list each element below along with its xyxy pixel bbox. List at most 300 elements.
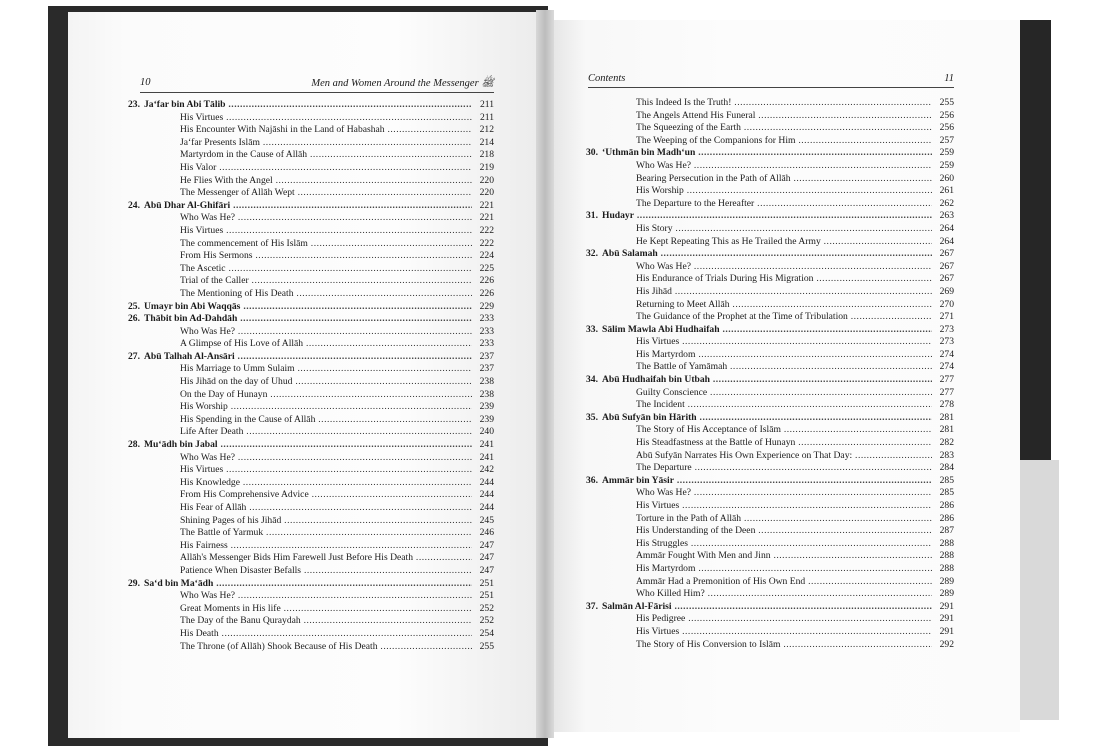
toc-subentry: [128, 414, 494, 427]
toc-page-number: 220: [479, 174, 494, 186]
toc-page-number: 237: [479, 350, 494, 362]
toc-entry-label: Patience When Disaster Befalls: [180, 564, 302, 576]
toc-page-number: 284: [939, 462, 954, 474]
toc-page-number: 229: [479, 300, 494, 312]
toc-page-number: 288: [939, 562, 954, 574]
toc-entry-title: [180, 590, 472, 603]
toc-entry-title: [180, 628, 472, 641]
toc-page-number: 251: [479, 577, 494, 589]
toc-subentry: [128, 603, 494, 616]
toc-page-number: 281: [939, 424, 954, 436]
toc-entry-title: [636, 576, 932, 589]
toc-entry-label: Great Moments in His life: [180, 602, 281, 614]
right-page-header: [588, 73, 954, 87]
toc-page-number: 262: [939, 197, 954, 209]
toc-chapter-entry: [128, 99, 494, 112]
toc-subentry: [128, 175, 494, 188]
toc-entry-label: The Mentioning of His Death: [180, 287, 294, 299]
toc-subentry: [586, 462, 954, 475]
toc-subentry: [586, 626, 954, 639]
toc-subentry: [586, 97, 954, 110]
toc-page-number: 273: [939, 336, 954, 348]
toc-entry-title: [180, 275, 472, 288]
toc-subentry: [128, 124, 494, 137]
toc-entry-label: ‘Uthmān bin Madh‘un: [602, 147, 696, 159]
toc-entry-title: [636, 236, 932, 249]
toc-page-number: 244: [479, 476, 494, 488]
toc-subentry: [128, 452, 494, 465]
toc-page-number: 247: [479, 552, 494, 564]
toc-chapter-number: 34.: [586, 374, 598, 386]
toc-subentry: [586, 110, 954, 123]
toc-entry-title: [636, 387, 932, 400]
toc-subentry: [128, 288, 494, 301]
toc-subentry: [586, 450, 954, 463]
toc-entry-title: [180, 414, 472, 427]
toc-page-number: 278: [939, 399, 954, 411]
toc-subentry: [128, 426, 494, 439]
toc-page-number: 233: [479, 313, 494, 325]
toc-page-number: 271: [939, 311, 954, 323]
toc-page-number: 240: [479, 426, 494, 438]
toc-entry-title: [180, 389, 472, 402]
toc-chapter-entry: [586, 324, 954, 337]
toc-page-number: 244: [479, 489, 494, 501]
toc-entry-label: Shining Pages of his Jihād: [180, 514, 282, 526]
toc-chapter-number: 26.: [128, 313, 140, 325]
toc-entry-title: [180, 464, 472, 477]
toc-page-number: 220: [479, 187, 494, 199]
toc-entry-title: [636, 97, 932, 110]
toc-entry-title: [586, 147, 932, 160]
toc-page-number: 239: [479, 401, 494, 413]
right-toc-list: [586, 97, 954, 651]
toc-page-number: 286: [939, 512, 954, 524]
toc-subentry: [586, 437, 954, 450]
toc-entry-label: Returning to Meet Allāh: [636, 298, 730, 310]
toc-page-number: 260: [939, 172, 954, 184]
toc-page-number: 221: [479, 212, 494, 224]
toc-chapter-entry: [128, 578, 494, 591]
toc-entry-title: [636, 286, 932, 299]
toc-chapter-entry: [128, 313, 494, 326]
toc-entry-label: Trial of the Caller: [180, 275, 249, 287]
toc-entry-title: [180, 187, 472, 200]
toc-page-number: 237: [479, 363, 494, 375]
toc-page-number: 289: [939, 588, 954, 600]
toc-entry-title: [180, 489, 472, 502]
toc-entry-title: [128, 99, 472, 112]
toc-subentry: [128, 275, 494, 288]
toc-page-number: 241: [479, 451, 494, 463]
toc-subentry: [128, 149, 494, 162]
left-running-title: Men and Women Around the Messenger ﷺ: [311, 78, 494, 89]
toc-entry-title: [636, 462, 932, 475]
toc-entry-title: [180, 263, 472, 276]
toc-entry-title: [128, 301, 472, 314]
toc-entry-title: [636, 450, 932, 463]
toc-page-number: 247: [479, 564, 494, 576]
toc-chapter-entry: [586, 374, 954, 387]
toc-chapter-entry: [586, 412, 954, 425]
toc-page-number: 245: [479, 514, 494, 526]
toc-page-number: 288: [939, 537, 954, 549]
toc-chapter-entry: [128, 200, 494, 213]
left-page-number: 10: [140, 77, 151, 88]
toc-entry-title: [636, 437, 932, 450]
toc-page-number: 287: [939, 525, 954, 537]
toc-entry-title: [180, 540, 472, 553]
toc-entry-label: A Glimpse of His Love of Allāh: [180, 338, 304, 350]
toc-entry-label: His Spending in the Cause of Allāh: [180, 413, 316, 425]
toc-page-number: 274: [939, 361, 954, 373]
toc-page-number: 247: [479, 539, 494, 551]
toc-entry-title: [636, 311, 932, 324]
toc-subentry: [128, 363, 494, 376]
toc-entry-title: [180, 338, 472, 351]
toc-chapter-entry: [128, 439, 494, 452]
toc-entry-title: [636, 349, 932, 362]
toc-page-number: 288: [939, 550, 954, 562]
toc-page-number: 277: [939, 386, 954, 398]
toc-chapter-number: 27.: [128, 350, 140, 362]
toc-entry-label: His Jihād: [636, 285, 672, 297]
toc-page-number: 244: [479, 502, 494, 513]
toc-entry-label: Who Was He?: [180, 451, 235, 463]
toc-subentry: [128, 326, 494, 339]
toc-subentry: [586, 361, 954, 374]
toc-page-number: 291: [939, 600, 954, 612]
toc-entry-title: [180, 124, 472, 137]
toc-entry-label: Who Killed Him?: [636, 588, 705, 600]
toc-entry-title: [180, 326, 472, 339]
toc-entry-label: Ja‘far Presents Islām: [180, 136, 260, 148]
toc-entry-title: [636, 550, 932, 563]
toc-page-number: 254: [479, 627, 494, 639]
toc-subentry: [586, 387, 954, 400]
toc-entry-title: [636, 525, 932, 538]
toc-page-number: 256: [939, 109, 954, 121]
toc-page-number: 267: [939, 260, 954, 272]
toc-entry-label: Abū Salamah: [602, 248, 658, 260]
toc-entry-label: Bearing Persecution in the Path of Allāh: [636, 172, 791, 184]
toc-chapter-number: 24.: [128, 199, 140, 211]
toc-entry-title: [636, 500, 932, 513]
toc-entry-label: His Story: [636, 222, 673, 234]
toc-entry-title: [180, 376, 472, 389]
toc-subentry: [586, 550, 954, 563]
toc-subentry: [128, 641, 494, 654]
toc-subentry: [586, 349, 954, 362]
toc-subentry: [128, 615, 494, 628]
toc-entry-label: Who Was He?: [180, 325, 235, 337]
toc-entry-title: [128, 578, 472, 591]
toc-page-number: 222: [479, 237, 494, 249]
toc-entry-title: [180, 162, 472, 175]
toc-page-number: 261: [939, 185, 954, 197]
toc-page-number: 289: [939, 575, 954, 587]
toc-entry-title: [636, 273, 932, 286]
toc-entry-label: His Virtues: [180, 224, 224, 236]
toc-subentry: [128, 338, 494, 351]
toc-entry-title: [180, 401, 472, 414]
toc-page-number: 242: [479, 464, 494, 476]
toc-entry-label: From His Sermons: [180, 250, 253, 262]
toc-page-number: 264: [939, 222, 954, 234]
toc-entry-label: This Indeed Is the Truth!: [636, 97, 732, 108]
toc-entry-title: [636, 588, 932, 601]
toc-entry-title: [180, 565, 472, 578]
toc-entry-label: The Departure: [636, 462, 692, 474]
toc-subentry: [128, 112, 494, 125]
toc-page-number: 246: [479, 527, 494, 539]
toc-subentry: [586, 273, 954, 286]
toc-entry-label: Life After Death: [180, 426, 244, 438]
toc-page-number: 264: [939, 235, 954, 247]
toc-subentry: [586, 500, 954, 513]
toc-entry-label: His Virtues: [636, 500, 680, 511]
toc-entry-title: [636, 173, 932, 186]
toc-entry-label: Ammār Fought With Men and Jinn: [636, 550, 771, 562]
toc-subentry: [586, 613, 954, 626]
toc-entry-label: His Martyrdom: [636, 562, 696, 574]
right-header-rule: [588, 87, 954, 88]
toc-page-number: 286: [939, 500, 954, 511]
toc-subentry: [586, 639, 954, 652]
left-header-rule: [140, 92, 494, 93]
toc-page-number: 233: [479, 325, 494, 337]
toc-entry-label: The Battle of Yarmuk: [180, 527, 264, 539]
toc-entry-label: On the Day of Hunayn: [180, 388, 268, 400]
toc-entry-title: [636, 198, 932, 211]
toc-page-number: 267: [939, 273, 954, 285]
toc-chapter-number: 28.: [128, 439, 140, 451]
toc-entry-label: His Struggles: [636, 537, 688, 549]
toc-entry-title: [180, 137, 472, 150]
toc-entry-label: The commencement of His Islām: [180, 237, 308, 249]
toc-entry-label: Torture in the Path of Allāh: [636, 512, 742, 524]
toc-entry-label: His Virtues: [180, 464, 224, 476]
toc-page-number: 214: [479, 136, 494, 148]
toc-entry-title: [180, 615, 472, 628]
toc-page-number: 256: [939, 122, 954, 134]
toc-entry-label: Abū Hudhaifah bin Utbah: [602, 374, 710, 386]
toc-page-number: 238: [479, 388, 494, 400]
toc-entry-label: His Martyrdom: [636, 348, 696, 360]
toc-subentry: [128, 162, 494, 175]
toc-entry-label: He Flies With the Angel: [180, 174, 273, 186]
toc-entry-title: [180, 238, 472, 251]
toc-entry-title: [180, 641, 472, 654]
toc-chapter-number: 25.: [128, 300, 140, 312]
toc-entry-label: He Kept Repeating This as He Trailed the Army: [636, 235, 821, 247]
toc-entry-title: [180, 288, 472, 301]
toc-entry-label: From His Comprehensive Advice: [180, 489, 309, 501]
toc-entry-label: Who Was He?: [636, 487, 691, 499]
toc-subentry: [586, 538, 954, 551]
left-toc-list: [128, 99, 494, 653]
toc-subentry: [128, 250, 494, 263]
toc-entry-label: His Valor: [180, 161, 217, 173]
toc-entry-title: [180, 225, 472, 238]
toc-entry-label: His Virtues: [180, 111, 224, 123]
toc-entry-label: Abū Dhar Al-Ghifāri: [144, 199, 231, 211]
toc-entry-label: The Guidance of the Prophet at the Time of Tribulation: [636, 311, 848, 323]
toc-entry-title: [636, 513, 932, 526]
toc-page-number: 292: [939, 638, 954, 650]
toc-page-number: 225: [479, 262, 494, 274]
toc-entry-title: [586, 324, 932, 337]
toc-subentry: [586, 513, 954, 526]
toc-entry-label: His Worship: [180, 401, 228, 413]
toc-entry-label: Who Was He?: [636, 159, 691, 171]
toc-page-number: 274: [939, 348, 954, 360]
toc-entry-label: Allāh's Messenger Bids Him Farewell Just Before His Death: [180, 552, 414, 564]
toc-page-number: 251: [479, 590, 494, 602]
toc-entry-title: [180, 250, 472, 263]
toc-page-number: 285: [939, 487, 954, 499]
toc-page-number: 291: [939, 625, 954, 637]
toc-page-number: 211: [479, 111, 494, 123]
toc-entry-label: His Encounter With Najāshi in the Land of Habashah: [180, 124, 385, 136]
toc-subentry: [128, 565, 494, 578]
toc-entry-title: [636, 160, 932, 173]
toc-entry-title: [586, 248, 932, 261]
toc-entry-label: His Jihād on the day of Uhud: [180, 376, 293, 388]
toc-subentry: [128, 389, 494, 402]
toc-entry-label: His Marriage to Umm Sulaim: [180, 363, 295, 375]
toc-page-number: 263: [939, 210, 954, 222]
toc-entry-title: [180, 552, 472, 565]
toc-entry-title: [128, 351, 472, 364]
toc-page-number: 270: [939, 298, 954, 310]
toc-subentry: [586, 185, 954, 198]
toc-chapter-entry: [128, 301, 494, 314]
toc-subentry: [128, 552, 494, 565]
book-cover-right: [1015, 20, 1051, 460]
toc-entry-title: [636, 613, 932, 626]
toc-entry-title: [128, 200, 472, 213]
toc-entry-title: [180, 515, 472, 528]
toc-entry-title: [636, 261, 932, 274]
toc-entry-title: [586, 412, 932, 425]
toc-entry-label: The Incident: [636, 399, 685, 411]
toc-entry-title: [636, 424, 932, 437]
toc-entry-title: [180, 502, 472, 515]
toc-page-number: 241: [479, 439, 494, 451]
toc-subentry: [128, 401, 494, 414]
toc-entry-title: [636, 223, 932, 236]
toc-entry-label: Ammār bin Yāsir: [602, 474, 674, 486]
toc-entry-label: The Ascetic: [180, 262, 226, 274]
toc-page-number: 282: [939, 437, 954, 449]
toc-chapter-entry: [586, 248, 954, 261]
toc-page-number: 259: [939, 159, 954, 171]
toc-subentry: [128, 187, 494, 200]
toc-chapter-number: 23.: [128, 99, 140, 110]
toc-entry-label: Umayr bin Abi Waqqās: [144, 300, 241, 312]
toc-chapter-entry: [586, 210, 954, 223]
toc-entry-label: The Squeezing of the Earth: [636, 122, 741, 134]
toc-chapter-number: 32.: [586, 248, 598, 260]
toc-entry-label: Martyrdom in the Cause of Allāh: [180, 149, 308, 161]
toc-subentry: [128, 225, 494, 238]
toc-chapter-number: 33.: [586, 323, 598, 335]
toc-chapter-number: 35.: [586, 411, 598, 423]
toc-page-number: 285: [939, 474, 954, 486]
toc-entry-label: Abū Talhah Al-Ansāri: [144, 350, 235, 362]
toc-subentry: [128, 590, 494, 603]
toc-entry-label: Who Was He?: [636, 260, 691, 272]
toc-entry-label: Hudayr: [602, 210, 634, 222]
toc-entry-label: Guilty Conscience: [636, 386, 708, 398]
toc-entry-title: [180, 426, 472, 439]
toc-page-number: 212: [479, 124, 494, 136]
toc-entry-label: Abū Sufyān bin Hārith: [602, 411, 697, 423]
toc-entry-title: [180, 527, 472, 540]
toc-page-number: 283: [939, 449, 954, 461]
toc-entry-title: [180, 452, 472, 465]
toc-entry-title: [586, 374, 932, 387]
toc-chapter-number: 31.: [586, 210, 598, 222]
toc-entry-label: His Fear of Allāh: [180, 502, 247, 513]
toc-subentry: [128, 502, 494, 515]
toc-subentry: [128, 376, 494, 389]
toc-page-number: 277: [939, 374, 954, 386]
toc-entry-label: Thābit bin Ad-Dahdāh: [144, 313, 238, 325]
toc-page-number: 269: [939, 285, 954, 297]
toc-subentry: [586, 198, 954, 211]
toc-page-number: 252: [479, 615, 494, 627]
toc-subentry: [128, 628, 494, 641]
toc-entry-title: [586, 601, 932, 614]
toc-subentry: [128, 540, 494, 553]
toc-entry-label: Who Was He?: [180, 212, 235, 224]
toc-page-number: 226: [479, 287, 494, 299]
toc-entry-title: [636, 626, 932, 639]
toc-entry-title: [180, 149, 472, 162]
toc-entry-title: [636, 639, 932, 652]
book-cover-right-lower: [1015, 460, 1059, 720]
toc-page-number: 218: [479, 149, 494, 161]
toc-subentry: [128, 489, 494, 502]
toc-entry-label: The Weeping of the Companions for Him: [636, 134, 796, 146]
toc-page-number: 291: [939, 613, 954, 625]
toc-entry-title: [636, 122, 932, 135]
toc-entry-title: [128, 439, 472, 452]
toc-subentry: [128, 263, 494, 276]
toc-entry-label: The Angels Attend His Funeral: [636, 109, 756, 121]
toc-subentry: [586, 525, 954, 538]
toc-entry-label: Who Was He?: [180, 590, 235, 602]
toc-entry-title: [636, 135, 932, 148]
toc-subentry: [586, 236, 954, 249]
toc-entry-label: The Throne (of Allāh) Shook Because of His Death: [180, 640, 378, 652]
toc-entry-label: The Departure to the Hereafter: [636, 197, 755, 209]
toc-subentry: [586, 399, 954, 412]
toc-entry-title: [586, 475, 932, 488]
toc-entry-title: [636, 399, 932, 412]
toc-page-number: 267: [939, 248, 954, 260]
toc-entry-title: [180, 112, 472, 125]
toc-entry-label: His Knowledge: [180, 476, 240, 488]
toc-subentry: [128, 515, 494, 528]
toc-entry-label: The Story of His Conversion to Islām: [636, 638, 781, 650]
toc-entry-label: His Understanding of the Deen: [636, 525, 756, 537]
toc-subentry: [586, 223, 954, 236]
toc-entry-label: Mu‘ādh bin Jabal: [144, 439, 218, 451]
toc-chapter-number: 29.: [128, 577, 140, 589]
